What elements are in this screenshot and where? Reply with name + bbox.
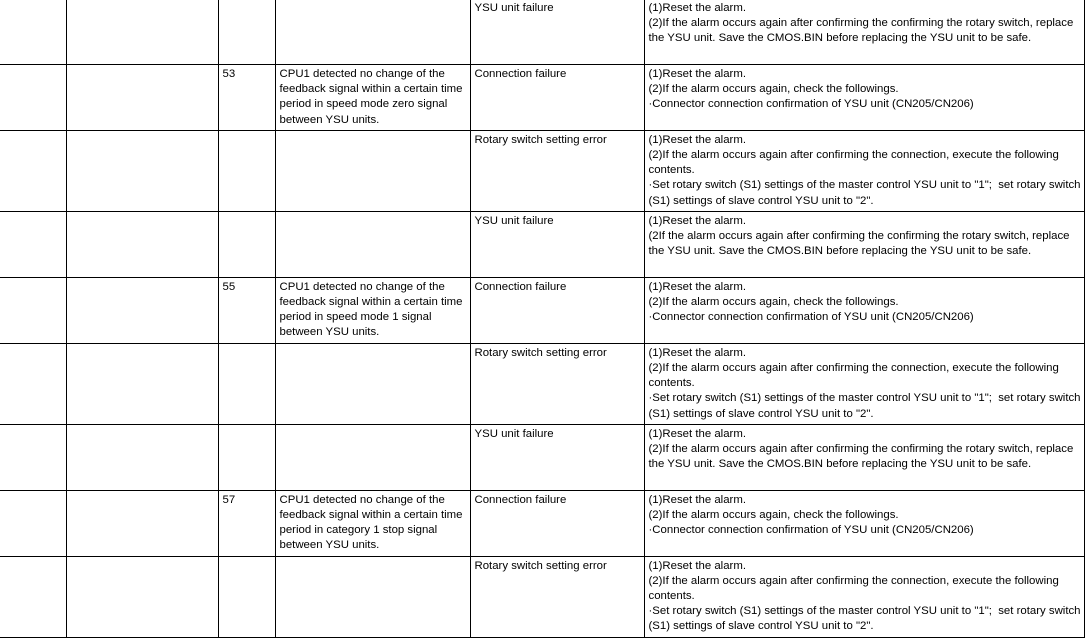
remedy-line: (2)If the alarm occurs again after confirming the connection, execute the following contents. [648, 149, 1062, 177]
blank-cell [66, 343, 218, 424]
remedy-line: (1)Reset the alarm. [648, 346, 746, 359]
description-text: CPU1 detected no change of the feedback signal within a certain time period in category 1 stop signal between YSU units. [279, 493, 466, 552]
description-text: CPU1 detected no change of the feedback signal within a certain time period in speed mode 1 signal between YSU units. [279, 280, 466, 339]
blank-cell [0, 343, 66, 424]
cause-cell: Rotary switch setting error [470, 130, 644, 211]
cause-cell: Connection failure [470, 277, 644, 343]
remedy-line: ·Connector connection confirmation of YSU unit (CN205/CN206) [648, 98, 974, 111]
blank-cell [66, 556, 218, 637]
description-text: CPU1 detected no change of the feedback signal within a certain time period in speed mode zero signal between YSU units. [279, 68, 466, 126]
description-cell [275, 490, 470, 556]
table-row [0, 211, 1084, 277]
remedy-line: (1)Reset the alarm. [648, 280, 746, 293]
remedy-line: (1)Reset the alarm. [648, 427, 746, 440]
remedy-line: (2)If the alarm occurs again, check the followings. [648, 509, 899, 522]
description-cell [275, 211, 470, 277]
blank-cell [0, 424, 66, 490]
blank-cell [66, 211, 218, 277]
alarm-number-cell [218, 211, 275, 277]
remedy-line: (1)Reset the alarm. [648, 214, 746, 227]
remedy-cell [644, 0, 1084, 65]
remedy-line: ·Connector connection confirmation of YSU unit (CN205/CN206) [648, 311, 974, 324]
remedy-line: (2)If the alarm occurs again, check the followings. [648, 83, 899, 96]
remedy-line: (2)If the alarm occurs again after confirming the confirming the rotary switch, replace the YSU unit. Save the CMOS.BIN before replacing the YSU unit to be safe. [648, 443, 1077, 471]
remedy-cell [644, 277, 1084, 343]
blank-cell [66, 277, 218, 343]
blank-cell [0, 490, 66, 556]
remedy-line: ·Connector connection confirmation of YSU unit (CN205/CN206) [648, 524, 974, 537]
cause-cell: Rotary switch setting error [470, 343, 644, 424]
cause-cell: Rotary switch setting error [470, 556, 644, 637]
blank-cell [66, 424, 218, 490]
remedy-cell [644, 343, 1084, 424]
remedy-line: (1)Reset the alarm. [648, 559, 746, 572]
remedy-cell [644, 490, 1084, 556]
cause-cell: YSU unit failure [470, 0, 644, 65]
alarm-number-cell: 57 [218, 490, 275, 556]
blank-cell [0, 0, 66, 65]
description-cell [275, 424, 470, 490]
remedy-cell [644, 130, 1084, 211]
description-cell [275, 65, 470, 131]
remedy-cell [644, 211, 1084, 277]
description-cell [275, 130, 470, 211]
remedy-cell [644, 424, 1084, 490]
remedy-line: ·Set rotary switch (S1) settings of the master control YSU unit to "1"; set rotary switch (S1) settings of slave control YSU unit to "2". [648, 179, 1084, 207]
alarm-number-cell: 55 [218, 277, 275, 343]
description-cell [275, 343, 470, 424]
table-row [0, 277, 1084, 343]
description-cell [275, 0, 470, 65]
remedy-line: (1)Reset the alarm. [648, 133, 746, 146]
remedy-line: (2)If the alarm occurs again, check the followings. [648, 296, 899, 309]
cause-cell: Connection failure [470, 65, 644, 131]
cause-cell: YSU unit failure [470, 424, 644, 490]
remedy-line: (1)Reset the alarm. [648, 493, 746, 506]
table-row [0, 343, 1084, 424]
remedy-line: (1)Reset the alarm. [648, 2, 746, 14]
blank-cell [66, 65, 218, 131]
alarm-number-cell [218, 424, 275, 490]
alarm-number-cell [218, 0, 275, 65]
remedy-line: (2)If the alarm occurs again after confirming the connection, execute the following contents. [648, 574, 1062, 603]
description-cell [275, 556, 470, 637]
blank-cell [0, 211, 66, 277]
blank-cell [0, 65, 66, 131]
remedy-line: (2)If the alarm occurs again after confirming the confirming the rotary switch, replace the YSU unit. Save the CMOS.BIN before replacing the YSU unit to be safe. [648, 17, 1077, 45]
cause-cell: YSU unit failure [470, 211, 644, 277]
table-row [0, 424, 1084, 490]
alarm-number-cell [218, 556, 275, 637]
blank-cell [66, 0, 218, 65]
remedy-line: (2)If the alarm occurs again after confirming the connection, execute the following contents. [648, 362, 1062, 390]
remedy-cell [644, 556, 1084, 637]
description-cell [275, 277, 470, 343]
blank-cell [0, 556, 66, 637]
alarm-number-cell: 53 [218, 65, 275, 131]
table-row [0, 0, 1084, 65]
remedy-line: ·Set rotary switch (S1) settings of the master control YSU unit to "1"; set rotary switch (S1) settings of slave control YSU unit to "2". [648, 605, 1084, 633]
table-row [0, 65, 1084, 131]
table-row [0, 130, 1084, 211]
blank-cell [66, 130, 218, 211]
alarm-number-cell [218, 343, 275, 424]
blank-cell [0, 277, 66, 343]
remedy-line: ·Set rotary switch (S1) settings of the master control YSU unit to "1"; set rotary switch (S1) settings of slave control YSU unit to "2". [648, 392, 1084, 420]
table-row [0, 556, 1084, 637]
alarm-number-cell [218, 130, 275, 211]
blank-cell [0, 130, 66, 211]
cause-cell: Connection failure [470, 490, 644, 556]
remedy-cell [644, 65, 1084, 131]
table-row [0, 490, 1084, 556]
remedy-line: (1)Reset the alarm. [648, 68, 746, 80]
blank-cell [66, 490, 218, 556]
remedy-line: (2If the alarm occurs again after confirming the confirming the rotary switch, replace the YSU unit. Save the CMOS.BIN before replacing the YSU unit to be safe. [648, 230, 1073, 258]
